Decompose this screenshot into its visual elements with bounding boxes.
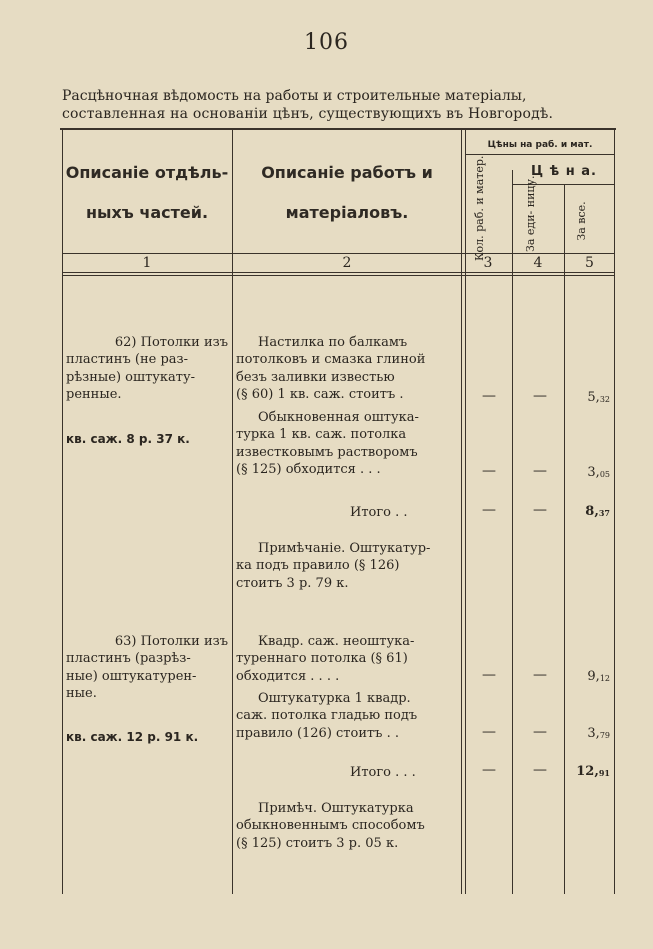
section62-total-dash-qty: — — [482, 502, 496, 518]
col3-divider — [512, 170, 513, 894]
col-number-3: 3 — [483, 255, 493, 271]
colnum-rule-1 — [62, 272, 615, 273]
section62-note: Примѣчаніе. Оштукатур- ка подъ правило (§ 126) стоитъ 3 р. 79 к. — [236, 541, 431, 591]
section62-total-label: Итого . . — [350, 505, 408, 520]
col4-divider — [564, 185, 565, 894]
col-number-2: 2 — [342, 255, 352, 271]
section63-work2-total: $3,_{79}$ — [587, 726, 610, 741]
section62-total-dash-unit: — — [533, 502, 547, 518]
header-col1: Описаніе отдѣль- ныхъ частей. — [65, 163, 229, 222]
section63-work1-dash-unit: — — [533, 667, 547, 683]
header-bottom-rule — [62, 253, 615, 254]
section62-work2-total: $3,_{05}$ — [587, 465, 610, 480]
section62-work1: Настилка по балкамъ потолковъ и смазка глиной безъ заливки известью (§ 60) 1 кв. саж. стоитъ . — [236, 335, 426, 403]
section63-total-label: Итого . . . — [350, 765, 416, 780]
header-prices-title: Цѣны на раб. и мат. — [487, 140, 593, 150]
header-col2: Описаніе работъ и матеріаловъ. — [261, 163, 433, 222]
col-number-4: 4 — [533, 255, 543, 271]
section63-work2: Оштукатурка 1 квадр. саж. потолка гладью подъ правило (126) стоитъ . . — [236, 691, 418, 741]
section63-total-dash-unit: — — [533, 762, 547, 778]
col1-divider — [232, 128, 233, 894]
col-number-5: 5 — [585, 255, 594, 271]
section63-work1: Квадр. саж. неоштука- туреннаго потолка (§ 61) обходится . . . . — [236, 634, 415, 684]
document-title — [62, 87, 622, 123]
table-top-rule — [60, 128, 616, 130]
page-number: 106 — [304, 30, 349, 55]
col-number-1: 1 — [142, 255, 152, 271]
header-col4-rotated: За еди- ницу. — [524, 175, 537, 252]
section63-work1-dash-qty: — — [482, 667, 496, 683]
section63-work2-dash-qty: — — [482, 724, 496, 740]
section62-work2-dash-unit: — — [533, 463, 547, 479]
section63-work1-total: $9,_{12}$ — [587, 669, 610, 684]
section62-work2-dash-qty: — — [482, 463, 496, 479]
section63-total-value: $12,_{91}$ — [576, 764, 610, 779]
prices-title-rule — [465, 154, 615, 155]
header-col3-rotated: Кол. раб. и матер. — [473, 155, 486, 261]
section62-total-value: $8,_{37}$ — [585, 504, 610, 519]
colnum-rule-2 — [62, 275, 615, 276]
col2-divider — [461, 128, 466, 894]
table-left-border — [62, 128, 63, 894]
section62-work1-dash-unit: — — [533, 388, 547, 404]
section62-work1-total: $5,_{32}$ — [587, 390, 610, 405]
section62-work2: Обыкновенная оштука- турка 1 кв. саж. потолка известковымъ растворомъ (§ 125) обходится . . . — [236, 410, 419, 478]
header-col5-rotated: За все. — [575, 201, 588, 241]
header-price-sub: Ц ѣ н а. — [531, 164, 597, 179]
table-right-border — [614, 128, 615, 894]
section62-part: 62) Потолки изъ пластинъ (не раз- рѣзные) оштукату- ренные. — [66, 335, 228, 403]
section63-note: Примѣч. Оштукатурка обыкновеннымъ способомъ (§ 125) стоитъ 3 р. 05 к. — [236, 801, 425, 851]
section63-work2-dash-unit: — — [533, 724, 547, 740]
title-line-1: Расцѣночная вѣдомость на работы и строительные матеріалы, — [62, 88, 527, 104]
section62-part-price: кв. саж. 8 р. 37 к. — [66, 432, 190, 446]
section63-total-dash-qty: — — [482, 762, 496, 778]
title-line-2: составленная на основаніи цѣнъ, существующихъ въ Новгородѣ. — [62, 106, 554, 122]
section63-part-price: кв. саж. 12 р. 91 к. — [66, 730, 199, 744]
section62-work1-dash-qty: — — [482, 388, 496, 404]
section63-part: 63) Потолки изъ пластинъ (разрѣз- ные) оштукатурен- ные. — [66, 634, 228, 702]
